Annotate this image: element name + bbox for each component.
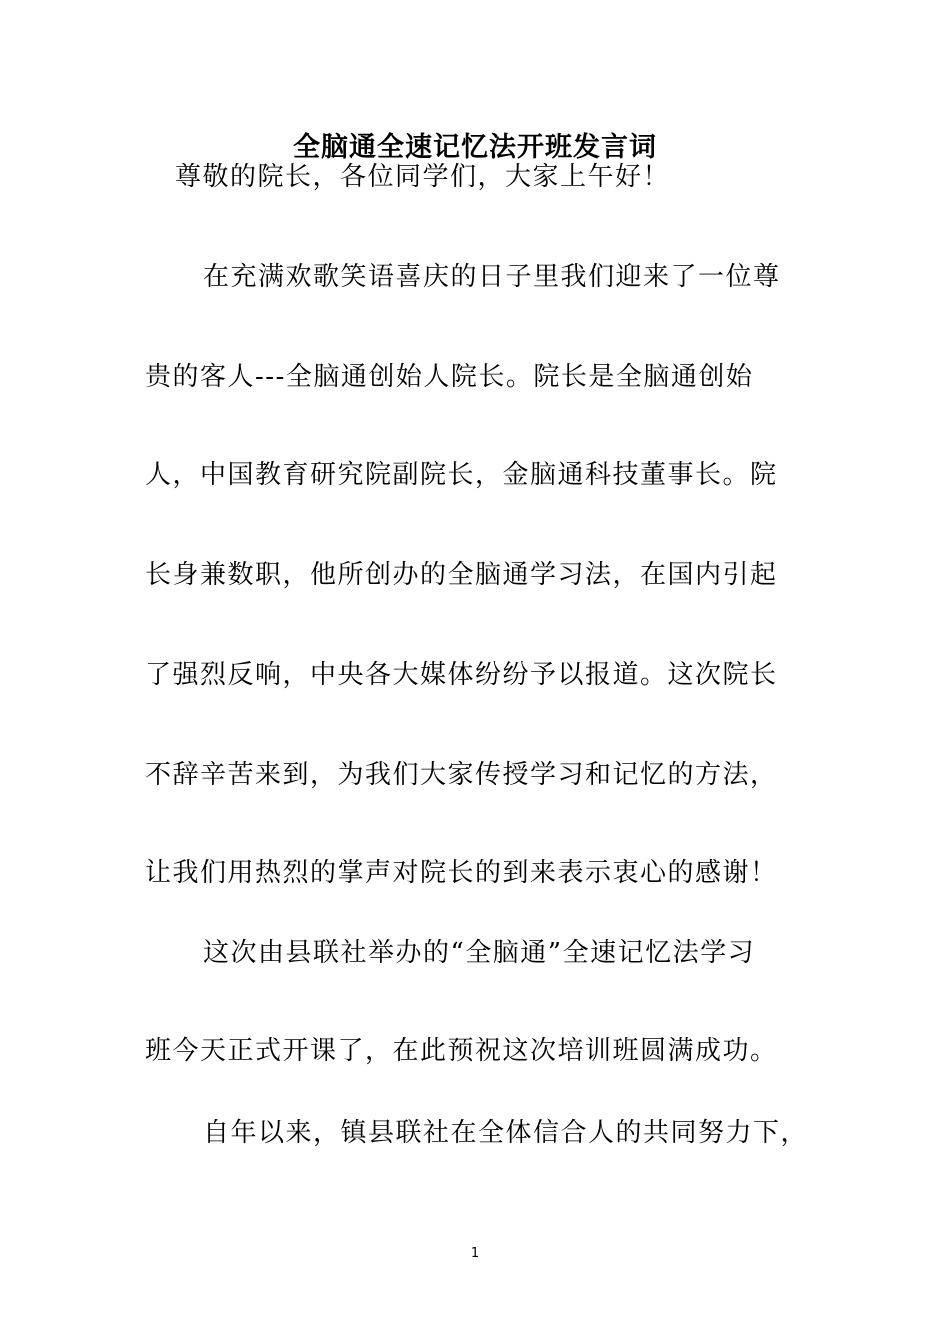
paragraph-line: 在充满欢歌笑语喜庆的日子里我们迎来了一位尊	[203, 262, 781, 292]
paragraph-line: 了强烈反响，中央各大媒体纷纷予以报道。这次院长	[145, 660, 778, 690]
paragraph-line: 贵的客人---全脑通创始人院长。院长是全脑通创始	[145, 362, 754, 392]
paragraph-line: 让我们用热烈的掌声对院长的到来表示衷心的感谢！	[145, 858, 778, 888]
paragraph-line: 班今天正式开课了，在此预祝这次培训班圆满成功。	[145, 1036, 778, 1066]
paragraph-line: 自年以来，镇县联社在全体信合人的共同努力下，	[203, 1118, 809, 1148]
greeting-line: 尊敬的院长，各位同学们，大家上午好！	[175, 162, 671, 192]
page-number: 1	[470, 1246, 480, 1261]
paragraph-line: 这次由县联社举办的“全脑通”全速记忆法学习	[203, 938, 756, 968]
paragraph-line: 不辞辛苦来到，为我们大家传授学习和记忆的方法，	[145, 760, 778, 790]
document-title: 全脑通全速记忆法开班发言词	[293, 132, 657, 163]
paragraph-line: 长身兼数职，他所创办的全脑通学习法，在国内引起	[145, 560, 778, 590]
paragraph-line: 人，中国教育研究院副院长，金脑通科技董事长。院	[145, 460, 778, 490]
